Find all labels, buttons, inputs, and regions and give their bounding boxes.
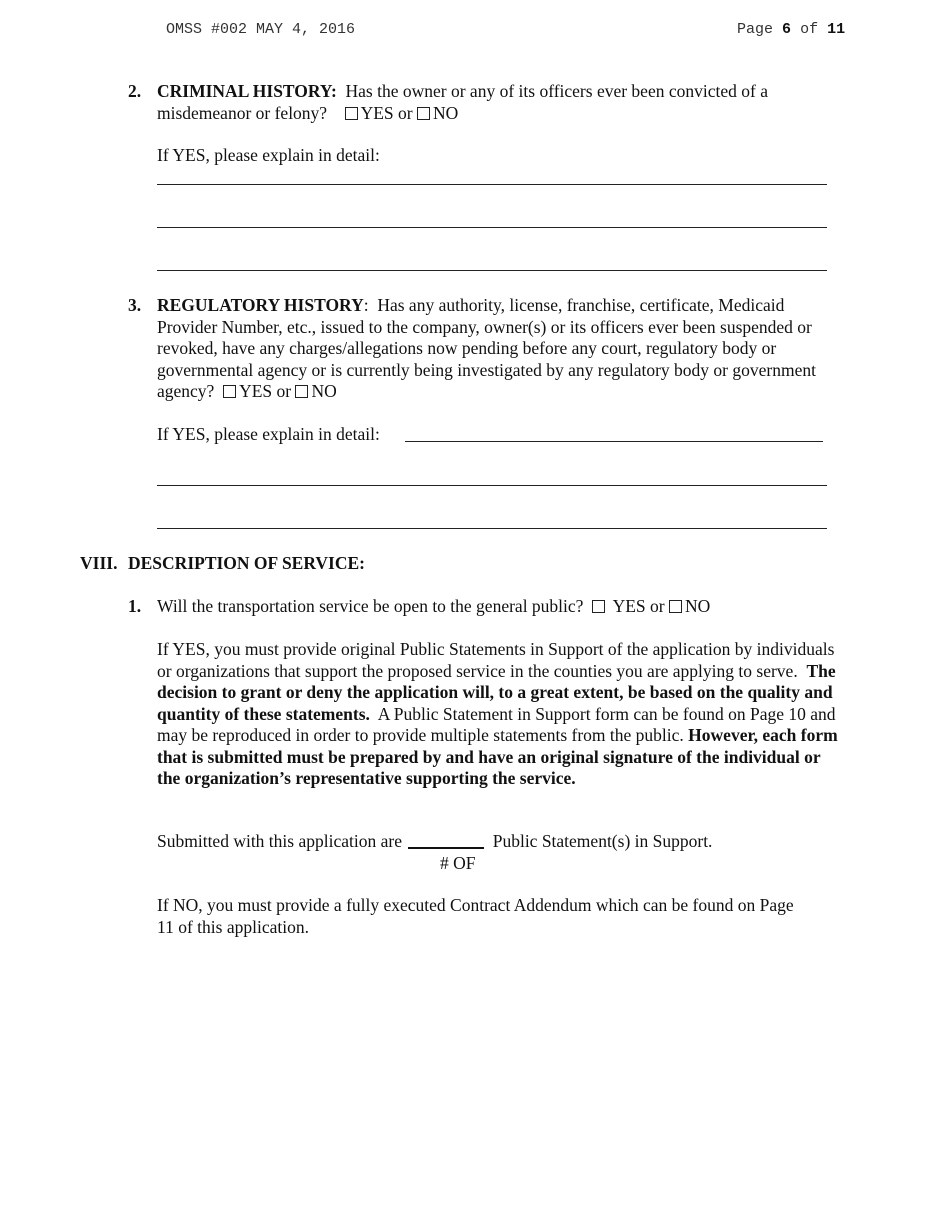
count-label: # OF xyxy=(440,853,476,873)
q3-yes-label: YES or xyxy=(239,381,292,401)
s8q1-yes-checkbox[interactable] xyxy=(592,600,605,613)
q2-answer-line-2[interactable] xyxy=(157,227,827,228)
q3-answer-line-0[interactable] xyxy=(405,441,823,442)
q3-title: REGULATORY HISTORY xyxy=(157,295,364,315)
q2-question: Has the owner or any of its officers ever been convicted of a misdemeanor or felony? xyxy=(157,81,768,123)
q2-no-checkbox[interactable] xyxy=(417,107,430,120)
q2-answer-line-1[interactable] xyxy=(157,184,827,185)
s8q1-p1a: If YES, you must provide original Public Statements in Support of the application by individuals or organizations that support the proposed service in the counties you are applying to serve. xyxy=(157,639,835,681)
q3-no-label: NO xyxy=(311,381,337,401)
s8q1-p1d: However, each form that is submitted must be prepared by and have an original signature of the individual or the organization’s representative supporting the service. xyxy=(157,725,838,788)
form-id: OMSS #002 MAY 4, 2016 xyxy=(166,21,356,38)
s8q1-no-label: NO xyxy=(684,596,711,616)
q2-number: 2. xyxy=(128,81,142,101)
section-8-title: DESCRIPTION OF SERVICE: xyxy=(128,553,365,573)
q3-number: 3. xyxy=(128,295,142,315)
q2-answer-line-3[interactable] xyxy=(157,270,827,271)
page-of: of xyxy=(800,21,819,38)
q3-yes-checkbox[interactable] xyxy=(223,385,236,398)
submitted-suffix: Public Statement(s) in Support. xyxy=(492,831,713,851)
s8q1-p1b: The decision to grant or deny the application will, to a great extent, be based on the quality and quantity of these statements. xyxy=(157,660,836,724)
q3-answer-line-2[interactable] xyxy=(157,528,827,529)
s8q1-p1c: A Public Statement in Support form can be found on Page 10 and may be reproduced in order to provide multiple statements from the public. xyxy=(157,703,836,745)
s8q1-no-checkbox[interactable] xyxy=(669,600,682,613)
page-indicator xyxy=(737,21,845,38)
q2-title: CRIMINAL HISTORY: xyxy=(157,81,337,101)
q3-text xyxy=(157,295,847,403)
s8q1-yes-paragraph xyxy=(157,639,847,790)
q3-question: Has any authority, license, franchise, certificate, Medicaid Provider Number, etc., issued to the company, owner(s) or its officers ever been suspended or revoked, have any charges/allegations now pending before any court, regulatory body or governmental agency or is currently being investigated by any regulatory body or government agency? xyxy=(157,295,816,401)
q2-yes-label: YES or xyxy=(360,102,413,123)
submitted-line xyxy=(157,831,857,853)
q2-no-label: NO xyxy=(432,102,459,123)
page-total: 11 xyxy=(827,21,846,38)
q2-yes-checkbox[interactable] xyxy=(345,107,358,120)
page-word: Page xyxy=(737,21,774,38)
submitted-prefix: Submitted with this application are xyxy=(157,831,402,851)
q2-explain-label: If YES, please explain in detail: xyxy=(157,145,380,165)
s8q1-question: Will the transportation service be open to the general public? xyxy=(157,596,584,616)
page-current: 6 xyxy=(782,21,792,38)
q3-answer-line-1[interactable] xyxy=(157,485,827,486)
q3-no-checkbox[interactable] xyxy=(295,385,308,398)
s8q1-number: 1. xyxy=(128,596,142,616)
q2-text xyxy=(157,81,827,124)
section-8-number: VIII. xyxy=(80,553,118,573)
s8q1-question-line xyxy=(157,596,857,618)
s8q1-no-paragraph: If NO, you must provide a fully executed Contract Addendum which can be found on Page 11 of this application. xyxy=(157,895,794,937)
statement-count-field[interactable] xyxy=(408,831,484,849)
q3-explain-label: If YES, please explain in detail: xyxy=(157,424,380,444)
s8q1-yes-label: YES or xyxy=(612,596,665,616)
q3-colon: : xyxy=(363,295,369,315)
